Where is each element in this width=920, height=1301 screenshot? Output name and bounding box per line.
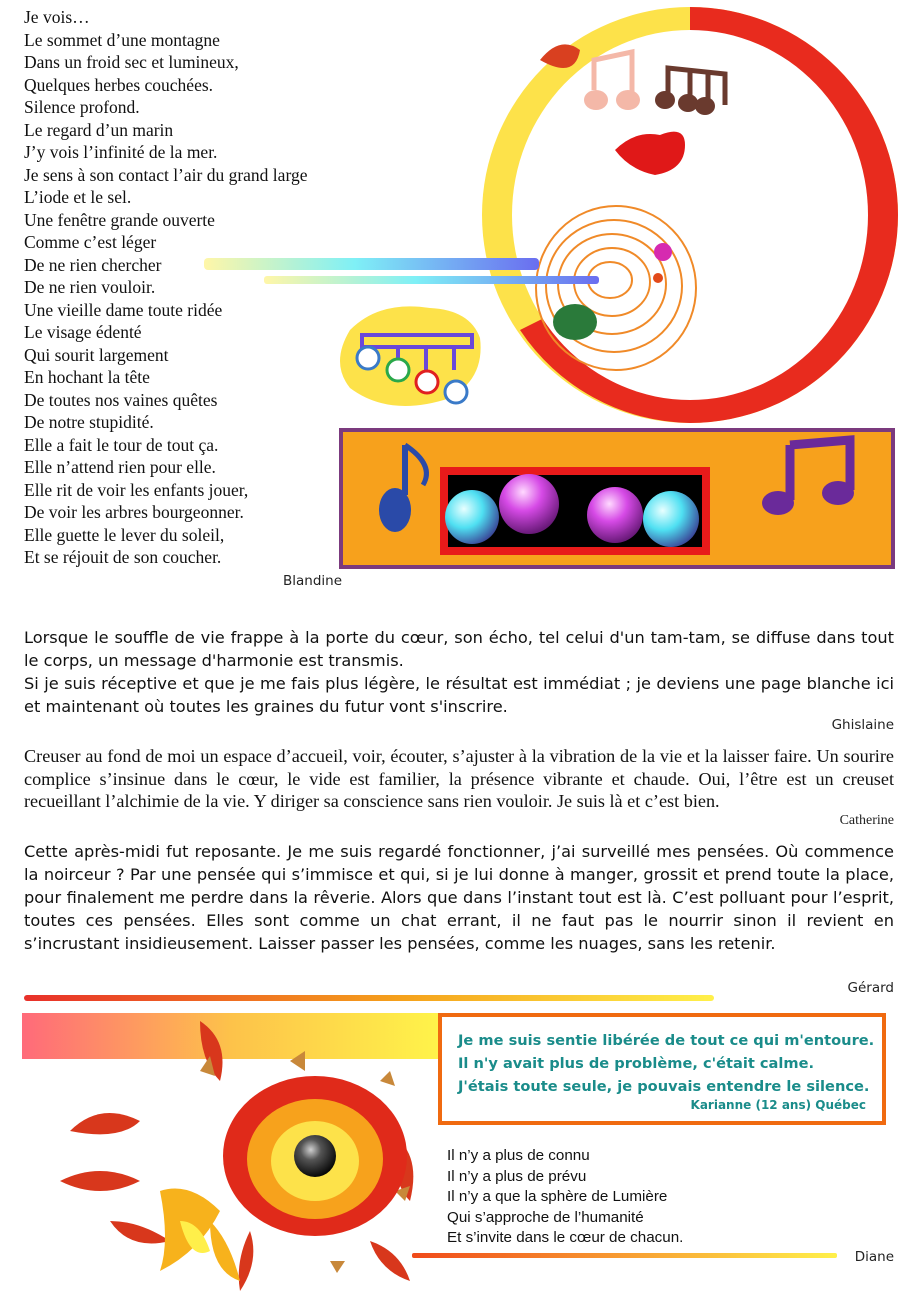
- poem-line: De ne rien vouloir.: [24, 277, 156, 297]
- author-gerard: Gérard: [847, 980, 894, 996]
- poem-line: Elle n’attend rien pour elle.: [24, 457, 216, 477]
- poem-line: En hochant la tête: [24, 367, 150, 387]
- poem-line: Le regard d’un marin: [24, 119, 174, 140]
- text-ghislaine-1: Lorsque le souffle de vie frappe à la porte du cœur, son écho, tel celui d'un tam-tam, se diffuse dans tout le corps, un message d'harmonie est transmis.: [24, 628, 894, 670]
- poem-line: De toutes nos vaines quêtes: [24, 389, 218, 410]
- poem-line: Une vieille dame toute ridée: [24, 299, 223, 320]
- author-blandine: Blandine: [283, 573, 343, 589]
- text-ghislaine-2: Si je suis réceptive et que je me fais plus légère, le résultat est immédiat ; je deviens une page blanche ici et maintenant où toutes les graines du futur vont s'inscrire.: [24, 674, 894, 716]
- author-catherine: Catherine: [839, 813, 894, 828]
- author-diane: Diane: [854, 1249, 894, 1265]
- poem-line: Qui s’approche de l’humanité: [447, 1208, 644, 1226]
- poem-line: J’y vois l’infinité de la mer.: [24, 142, 218, 162]
- text-catherine: Creuser au fond de moi un espace d’accueil, voir, écouter, s’ajuster à la vibration de la vie et la laisser faire. Un sourire complice s’insinue dans le cœur, le vide est familier, la présence vibrante et chaude. Oui, l’être est un creuset recueillant l’alchimie de la vie. Y diriger sa conscience sans rien vouloir. Je suis là et c’est bien.: [24, 746, 894, 811]
- poem-line: De voir les arbres bourgeonner.: [24, 502, 244, 522]
- poem-line: Et s’invite dans le cœur de chacun.: [447, 1229, 684, 1246]
- poem-line: Une fenêtre grande ouverte: [24, 209, 215, 230]
- poem-line: Elle rit de voir les enfants jouer,: [24, 479, 249, 500]
- poem-line: Elle guette le lever du soleil,: [24, 524, 225, 545]
- poem-line: Le sommet d’une montagne: [24, 29, 220, 50]
- poem-line: De notre stupidité.: [24, 412, 154, 432]
- poem-line: Qui sourit largement: [24, 344, 169, 365]
- author-ghislaine: Ghislaine: [831, 717, 894, 733]
- poem-line: Je vois…: [24, 7, 90, 27]
- poem-line: Il n’y a plus de connu: [447, 1147, 590, 1164]
- poem-line: Il n’y a que la sphère de Lumière: [447, 1188, 668, 1205]
- poem-line: Le visage édenté: [24, 322, 142, 342]
- poem-line: Dans un froid sec et lumineux,: [24, 52, 239, 72]
- poem-blandine: [24, 6, 354, 569]
- poem-line: Quelques herbes couchées.: [24, 74, 214, 95]
- text-gerard: Cette après-midi fut reposante. Je me suis regardé fonctionner, j’ai surveillé mes pensées. Où commence la noirceur ? Par une pensée qui s’immisce et qui, si je lui donne à manger, grossit et prend toute la place, pour finalement me perdre dans la rêverie. Alors que dans l’instant tout est là. C’est polluant pour l’esprit, toutes ces pensées. Elles sont comme un chat errant, il ne faut pas le nourrir sinon il revient en s’incrustant insidieusement. Laisser passer les pensées, comme les nuages, sans les retenir.: [24, 842, 894, 953]
- poem-line: De ne rien chercher: [24, 254, 162, 275]
- poem-line: Silence profond.: [24, 97, 140, 117]
- quote-karianne: [438, 1013, 886, 1125]
- author-karianne: Karianne (12 ans) Québec: [690, 1098, 866, 1112]
- poem-line: Je sens à son contact l’air du grand large: [24, 164, 308, 185]
- poem-line: Comme c’est léger: [24, 232, 157, 252]
- poem-line: Elle a fait le tour de tout ça.: [24, 434, 219, 455]
- poem-line: L’iode et le sel.: [24, 187, 132, 207]
- poem-diane: [447, 1146, 683, 1249]
- quote-line: Il n'y avait plus de problème, c'était calme.: [458, 1055, 815, 1072]
- quote-line: Je me suis sentie libérée de tout ce qui m'entoure.: [458, 1032, 875, 1049]
- poem-line: Il n’y a plus de prévu: [447, 1167, 587, 1185]
- poem-line: Et se réjouit de son coucher.: [24, 547, 222, 567]
- quote-line: J'étais toute seule, je pouvais entendre le silence.: [458, 1078, 870, 1095]
